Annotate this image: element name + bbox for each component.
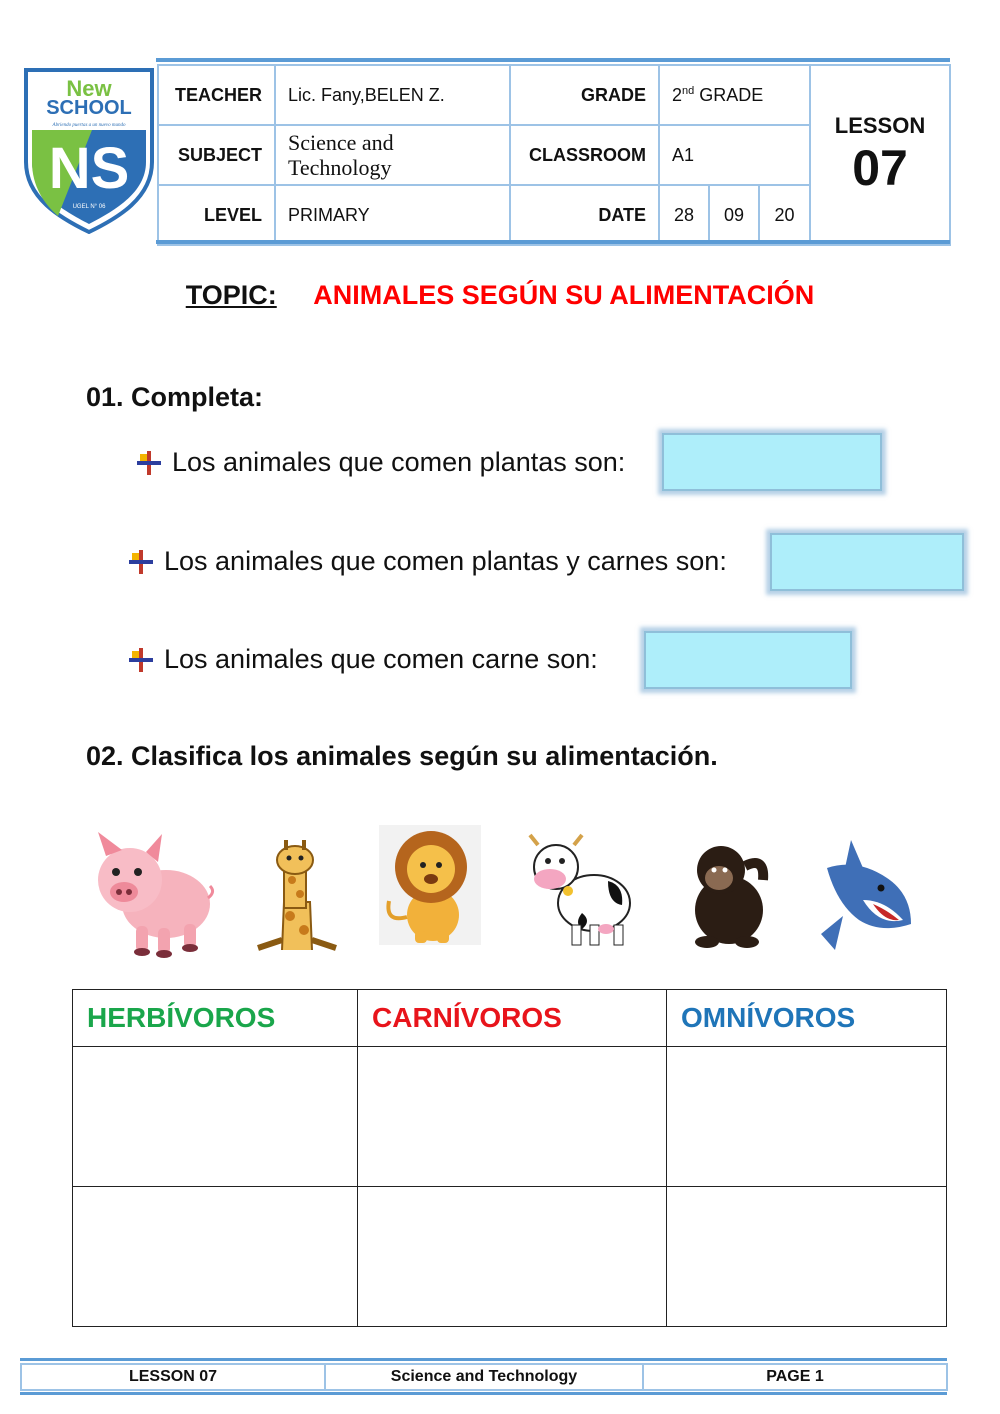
grade-label: GRADE [510,65,659,125]
omnivores-drop-cell[interactable] [667,1187,947,1327]
carnivores-header: CARNÍVOROS [358,990,667,1047]
answer-box-carnivores[interactable] [644,631,852,689]
omnivores-header: OMNÍVOROS [667,990,947,1047]
completa-item-1 [134,447,625,478]
completa-item-2 [126,546,727,577]
lion-icon[interactable] [379,825,481,945]
svg-text:SCHOOL: SCHOOL [46,97,132,119]
svg-text:NS: NS [48,136,130,201]
herbivores-drop-cell[interactable] [73,1047,358,1187]
completa-item-2-text: Los animales que comen plantas y carnes son: [164,546,727,576]
footer-subject: Science and Technology [325,1364,643,1390]
herbivores-header: HERBÍVOROS [73,990,358,1047]
footer-table [20,1363,948,1391]
date-label: DATE [510,185,659,245]
date-month: 09 [709,185,759,245]
teacher-value: Lic. Fany,BELEN Z. [275,65,510,125]
completa-item-3 [126,644,598,675]
teacher-label: TEACHER [158,65,275,125]
footer-lesson: LESSON 07 [21,1364,325,1390]
plus-bullet-icon [134,448,164,478]
level-value: PRIMARY [275,185,510,245]
answer-box-omnivores[interactable] [770,533,964,591]
lesson-number: 07 [852,140,908,196]
lesson-box [810,65,950,245]
giraffe-icon[interactable] [254,840,340,952]
completa-item-3-text: Los animales que comen carne son: [164,644,598,674]
grade-value: 2nd GRADE [659,65,810,125]
completa-item-1-text: Los animales que comen plantas son: [172,447,626,477]
section2-title: 02. Clasifica los animales según su alimentación. [86,741,718,771]
plus-bullet-icon [126,645,156,675]
footer-bottom-rule [20,1392,947,1395]
topic-heading [0,280,1000,311]
lesson-info-table [157,64,951,246]
topic-title: ANIMALES SEGÚN SU ALIMENTACIÓN [313,280,815,310]
svg-text:Abriendo puertas a un nuevo mu: Abriendo puertas a un nuevo mundo [52,123,126,128]
plus-bullet-icon [126,547,156,577]
school-logo [22,66,156,234]
classification-table [72,989,947,1327]
cow-icon[interactable] [528,833,636,949]
classroom-value: A1 [659,125,810,185]
herbivores-drop-cell[interactable] [73,1187,358,1327]
header-bottom-rule [156,240,950,244]
omnivores-drop-cell[interactable] [667,1047,947,1187]
classroom-label: CLASSROOM [510,125,659,185]
shark-icon[interactable] [817,838,915,956]
pig-icon[interactable] [88,828,216,958]
carnivores-drop-cell[interactable] [358,1047,667,1187]
footer-top-rule [20,1358,947,1361]
lesson-label: LESSON [834,113,926,138]
subject-value: Science and Technology [275,125,510,185]
topic-label: TOPIC: [185,280,277,310]
svg-text:New: New [66,76,112,101]
header-top-rule [156,58,950,62]
section1-title: 01. Completa: [86,382,264,412]
date-year: 20 [759,185,810,245]
svg-text:UGEL N° 06: UGEL N° 06 [72,204,106,210]
date-day: 28 [659,185,709,245]
chimpanzee-icon[interactable] [683,838,771,950]
footer-page: PAGE 1 [643,1364,947,1390]
answer-box-herbivores[interactable] [662,433,882,491]
level-label: LEVEL [158,185,275,245]
subject-label: SUBJECT [158,125,275,185]
carnivores-drop-cell[interactable] [358,1187,667,1327]
